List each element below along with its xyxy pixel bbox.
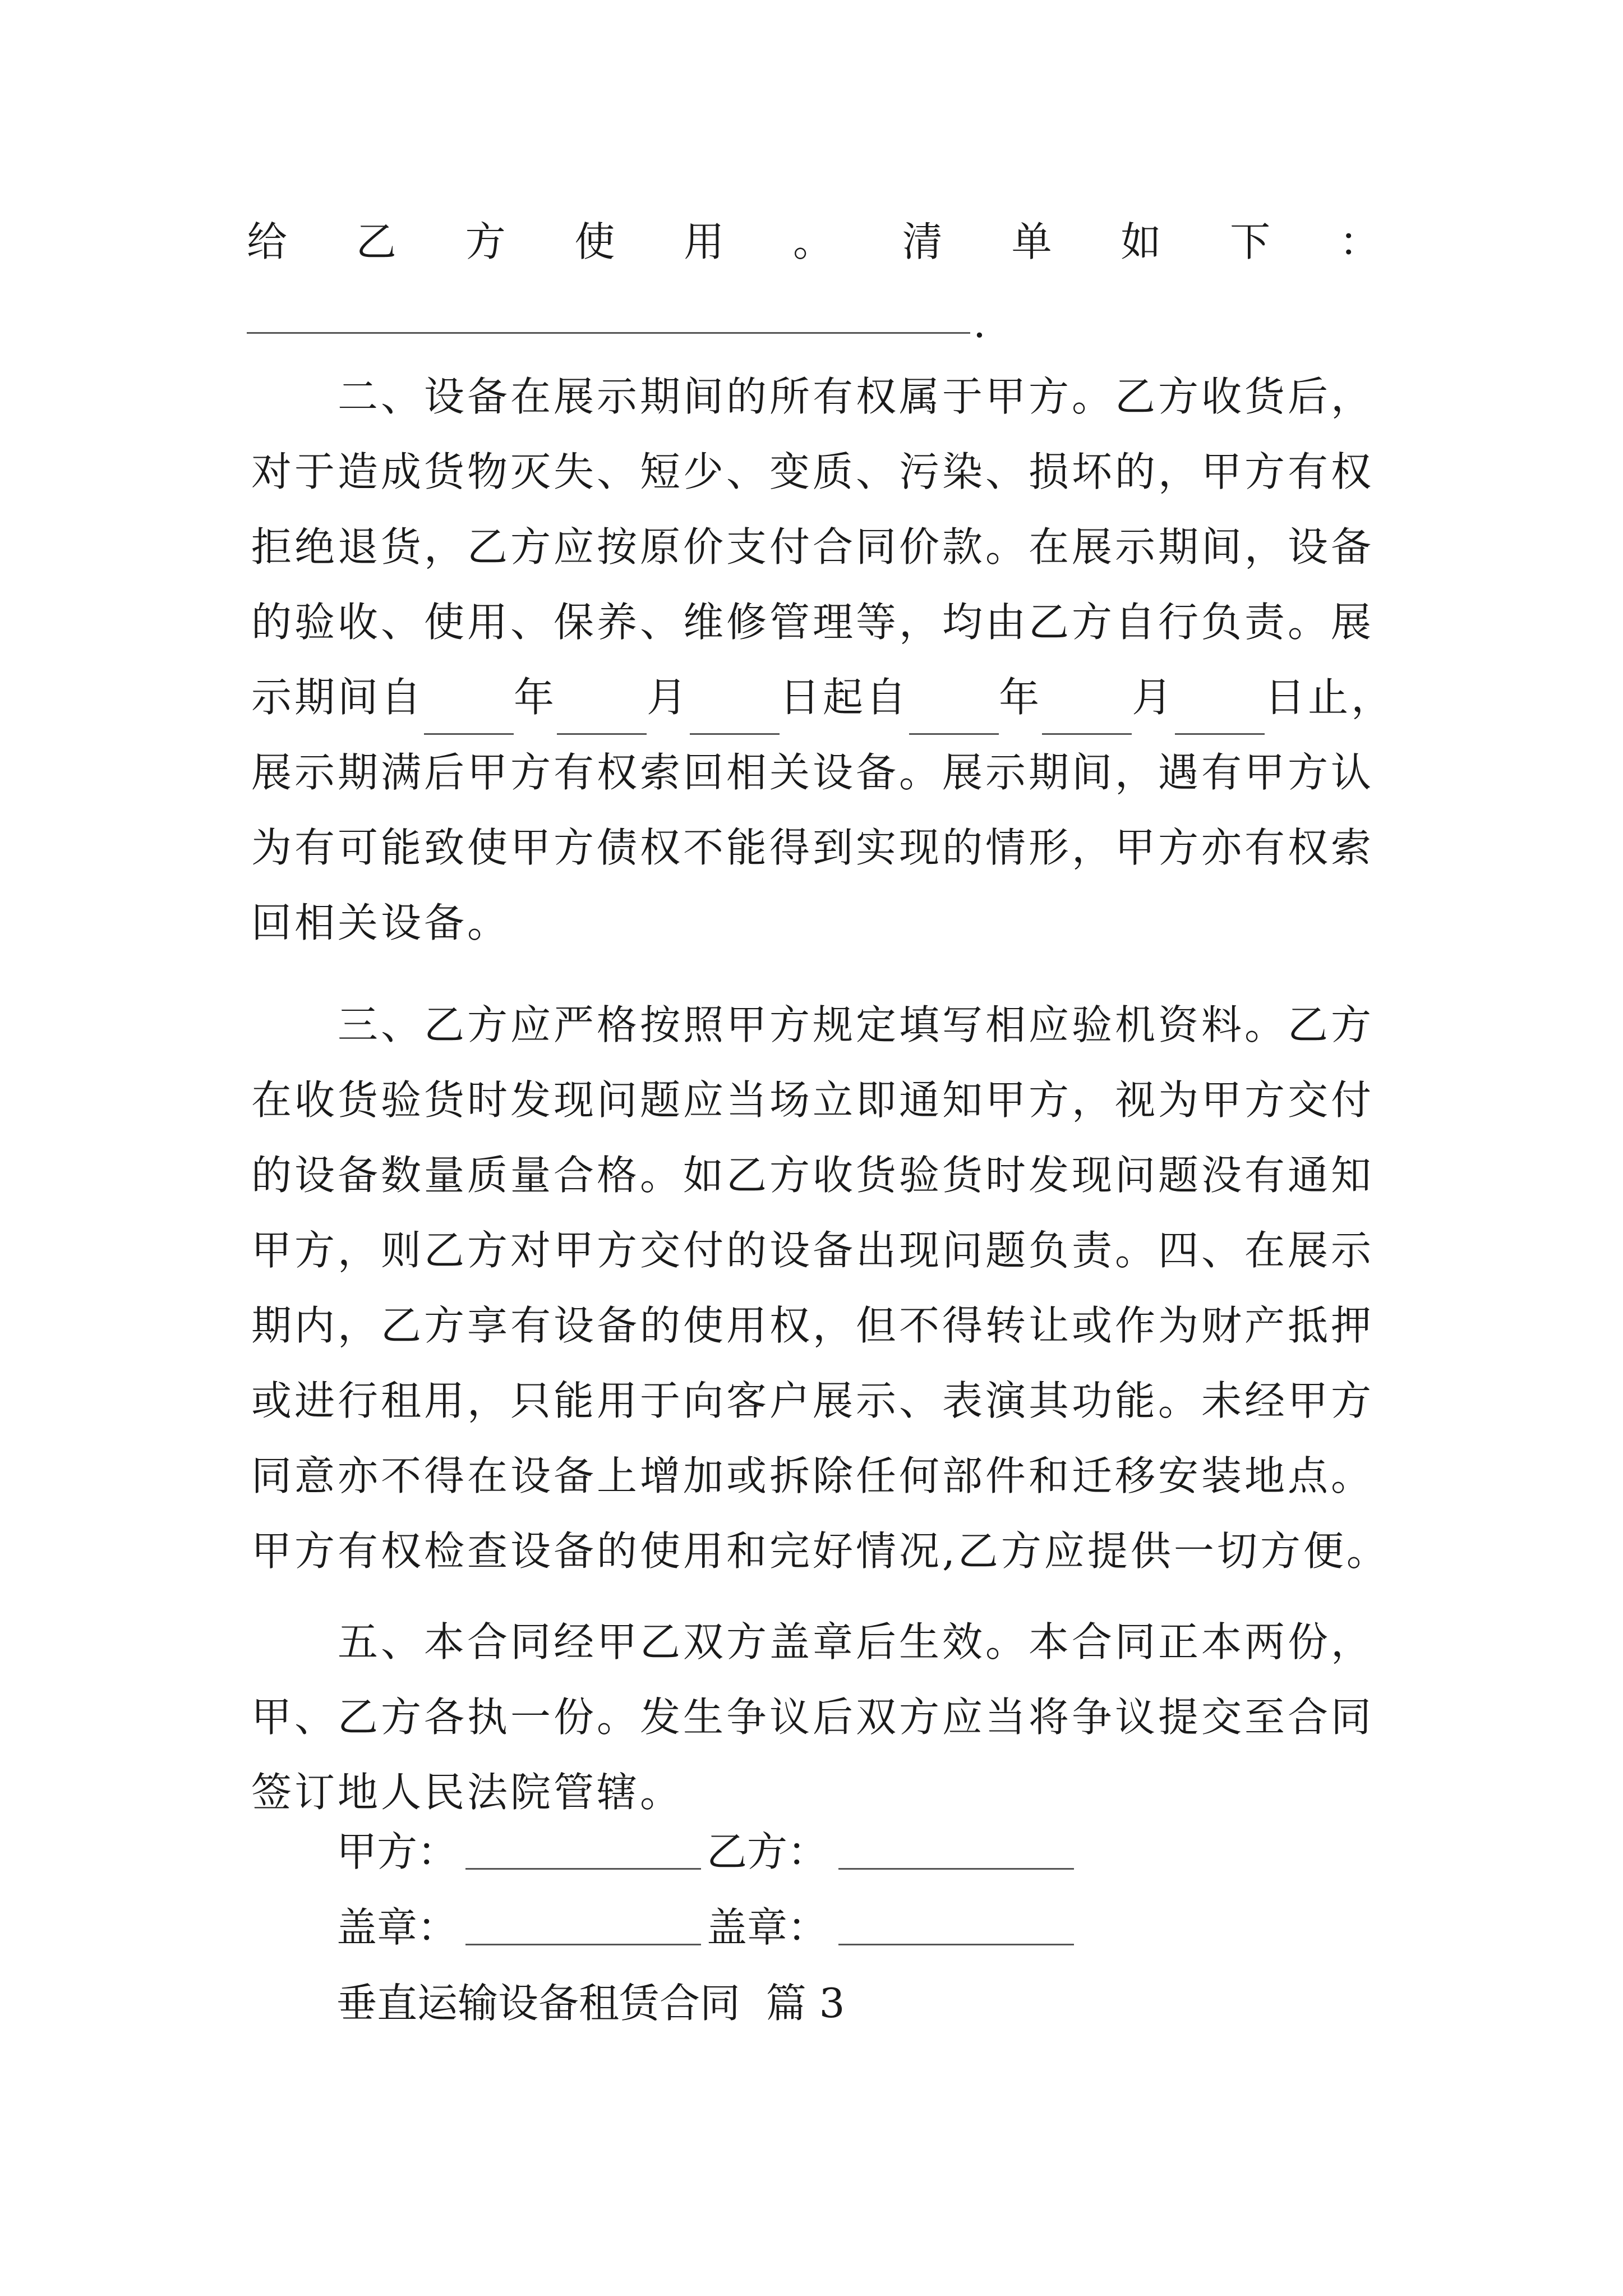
month-label: 月 bbox=[1132, 674, 1175, 721]
list-intro-char: 用 bbox=[684, 218, 725, 265]
clause-3-line: 的设备数量质量合格。如乙方收货验货时发现问题没有通知 bbox=[251, 1152, 1375, 1199]
party-b-blank[interactable] bbox=[838, 1868, 1074, 1870]
list-blank-line bbox=[247, 332, 970, 334]
clause-3-line: 三、乙方应严格按照甲方规定填写相应验机资料。乙方 bbox=[251, 1001, 1375, 1048]
clause-5 bbox=[251, 1604, 1440, 1830]
list-intro-char: 使 bbox=[574, 218, 615, 265]
month-label: 月 bbox=[647, 674, 690, 721]
party-b-label: 乙方： bbox=[707, 1828, 828, 1875]
party-a-blank[interactable] bbox=[465, 1868, 701, 1870]
clause-5-line: 甲、乙方各执一份。发生争议后双方应当将争议提交至合同 bbox=[251, 1694, 1375, 1741]
clause-2-line: 回相关设备。 bbox=[251, 899, 511, 946]
clause-2-line: 对于造成货物灭失、短少、变质、污染、损坏的，甲方有权 bbox=[251, 448, 1375, 495]
clause-2-line: 拒绝退货，乙方应按原价支付合同价款。在展示期间，设备 bbox=[251, 523, 1375, 570]
day-from-label: 日起自 bbox=[780, 674, 910, 721]
clause-2-date-line bbox=[251, 660, 1440, 735]
day-to-label: 日止， bbox=[1265, 674, 1395, 721]
list-intro-char: 给 bbox=[247, 218, 288, 265]
clause-3-line: 甲方有权检查设备的使用和完好情况,乙方应提供一切方便。 bbox=[251, 1527, 1390, 1575]
year-label: 年 bbox=[514, 674, 557, 721]
next-section-title: 垂直运输设备租赁合同 篇 3 bbox=[336, 1980, 845, 2027]
clause-3-line: 同意亦不得在设备上增加或拆除任何部件和迁移安装地点。 bbox=[251, 1452, 1375, 1499]
list-intro-char: 方 bbox=[465, 218, 506, 265]
clause-2-line: 二、设备在展示期间的所有权属于甲方。乙方收货后， bbox=[251, 373, 1375, 420]
year-label: 年 bbox=[999, 674, 1043, 721]
clause-3-line: 或进行租用，只能用于向客户展示、表演其功能。未经甲方 bbox=[251, 1377, 1375, 1424]
list-intro-char: ： bbox=[1339, 218, 1380, 265]
start-month-blank bbox=[557, 700, 647, 735]
seal-b-blank[interactable] bbox=[838, 1944, 1074, 1945]
seal-b-label: 盖章： bbox=[707, 1904, 828, 1951]
list-intro-char: 如 bbox=[1121, 218, 1161, 265]
clause-3-line: 期内，乙方享有设备的使用权，但不得转让或作为财产抵押 bbox=[251, 1302, 1375, 1349]
start-day-blank bbox=[690, 700, 780, 735]
clause-5-line: 五、本合同经甲乙双方盖章后生效。本合同正本两份， bbox=[251, 1618, 1375, 1665]
start-year-blank bbox=[424, 700, 514, 735]
seal-a-blank[interactable] bbox=[465, 1944, 701, 1945]
end-year-blank bbox=[909, 700, 999, 735]
clause-3-line: 在收货验货时发现问题应当场立即通知甲方，视为甲方交付 bbox=[251, 1076, 1375, 1124]
clause-2-line: 展示期满后甲方有权索回相关设备。展示期间，遇有甲方认 bbox=[251, 749, 1375, 796]
seal-a-label: 盖章： bbox=[336, 1904, 458, 1951]
list-intro-line bbox=[247, 218, 1380, 265]
list-intro-char: 乙 bbox=[356, 218, 396, 265]
clause-5-line: 签订地人民法院管辖。 bbox=[251, 1769, 684, 1816]
clause-2-line: 的验收、使用、保养、维修管理等，均由乙方自行负责。展 bbox=[251, 599, 1375, 646]
clause-2 bbox=[251, 359, 1440, 960]
date-prefix: 示期间自 bbox=[251, 674, 425, 721]
clause-2-line: 为有可能致使甲方债权不能得到实现的情形，甲方亦有权索 bbox=[251, 824, 1375, 871]
list-intro-char: 下 bbox=[1230, 218, 1271, 265]
clause-3-line: 甲方，则乙方对甲方交付的设备出现问题负责。四、在展示 bbox=[251, 1227, 1375, 1274]
list-end-mark: . bbox=[973, 300, 986, 347]
end-day-blank bbox=[1175, 700, 1265, 735]
list-intro-char: 单 bbox=[1011, 218, 1052, 265]
party-a-label: 甲方： bbox=[336, 1828, 458, 1875]
list-intro-char: 清 bbox=[902, 218, 943, 265]
clause-3 bbox=[251, 987, 1440, 1589]
list-intro-char: 。 bbox=[792, 218, 833, 265]
end-month-blank bbox=[1042, 700, 1132, 735]
